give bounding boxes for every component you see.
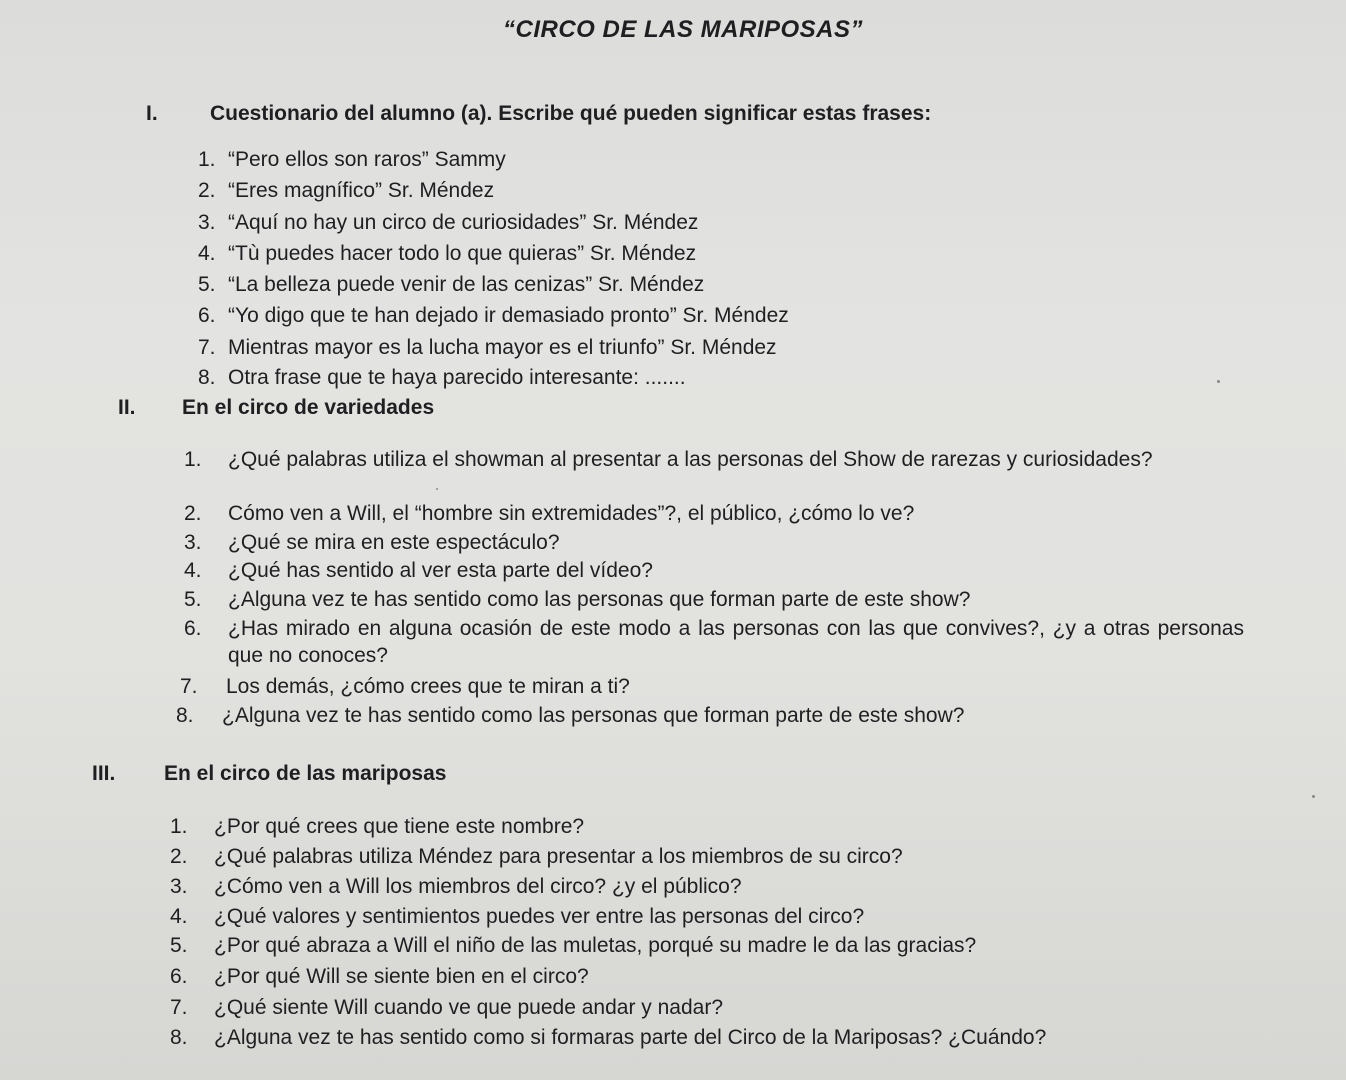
item-number: 1. xyxy=(170,815,188,838)
item-text: ¿Qué palabras utiliza el showman al presentar a las personas del Show de rarezas y curiosidades? xyxy=(228,448,1153,471)
item-text: Los demás, ¿cómo crees que te miran a ti? xyxy=(226,675,630,698)
paper-speck xyxy=(1217,380,1220,383)
section-3-item-4 xyxy=(170,903,864,930)
item-number: 7. xyxy=(170,996,188,1019)
item-text: ¿Alguna vez te has sentido como las personas que forman parte de este show? xyxy=(222,704,965,727)
section-3-item-7 xyxy=(170,994,723,1021)
section-3-title: En el circo de las mariposas xyxy=(164,762,447,785)
section-1-title: Cuestionario del alumno (a). Escribe qué pueden significar estas frases: xyxy=(210,102,932,125)
item-number: 7. xyxy=(198,336,216,359)
item-text: Otra frase que te haya parecido interesante: ....... xyxy=(228,366,686,389)
item-number: 1. xyxy=(184,448,202,471)
section-2-item-3 xyxy=(184,529,560,556)
item-text: ¿Por qué crees que tiene este nombre? xyxy=(214,815,585,838)
item-text: ¿Alguna vez te has sentido como las personas que forman parte de este show? xyxy=(228,588,971,611)
item-number: 5. xyxy=(184,588,202,611)
item-text: “Aquí no hay un circo de curiosidades” Sr. Méndez xyxy=(228,211,699,234)
item-number: 8. xyxy=(176,704,194,727)
item-text: ¿Cómo ven a Will los miembros del circo? ¿y el público? xyxy=(214,875,742,898)
paper-speck xyxy=(1312,795,1315,798)
section-3-numeral: III. xyxy=(92,762,116,785)
section-2-title: En el circo de variedades xyxy=(182,396,435,419)
item-number: 3. xyxy=(198,211,216,234)
item-text: Mientras mayor es la lucha mayor es el triunfo” Sr. Méndez xyxy=(228,336,777,359)
section-1-numeral: I. xyxy=(146,102,158,125)
section-3-item-3 xyxy=(170,873,742,900)
section-2-item-7 xyxy=(180,673,630,700)
section-2-item-8 xyxy=(176,702,964,729)
item-text: ¿Qué has sentido al ver esta parte del vídeo? xyxy=(228,559,653,582)
item-number: 6. xyxy=(184,617,202,640)
section-1-item-3 xyxy=(198,209,698,236)
section-3-item-2 xyxy=(170,843,903,870)
section-1-item-1 xyxy=(198,146,506,173)
section-3-item-6 xyxy=(170,963,589,990)
section-2-numeral: II. xyxy=(118,396,136,419)
item-number: 5. xyxy=(170,934,188,957)
section-1-item-7 xyxy=(198,334,777,361)
section-1-item-6 xyxy=(198,302,789,329)
item-number: 6. xyxy=(170,965,188,988)
item-text: ¿Alguna vez te has sentido como si formaras parte del Circo de la Mariposas? ¿Cuándo? xyxy=(214,1026,1047,1049)
item-number: 4. xyxy=(170,905,188,928)
item-text: ¿Qué palabras utiliza Méndez para presentar a los miembros de su circo? xyxy=(214,845,903,868)
page-title: “CIRCO DE LAS MARIPOSAS” xyxy=(502,16,864,43)
section-2-item-6 xyxy=(184,615,1244,669)
item-text: “Yo digo que te han dejado ir demasiado pronto” Sr. Méndez xyxy=(228,304,789,327)
section-2-heading xyxy=(118,396,434,420)
item-text: ¿Por qué abraza a Will el niño de las muletas, porqué su madre le da las gracias? xyxy=(214,934,977,957)
item-text: “Pero ellos son raros” Sammy xyxy=(228,148,506,171)
section-3-item-5 xyxy=(170,932,976,959)
item-number: 3. xyxy=(184,531,202,554)
section-2-item-5 xyxy=(184,586,970,613)
item-number: 4. xyxy=(198,242,216,265)
section-3-heading xyxy=(92,762,446,786)
item-number: 6. xyxy=(198,304,216,327)
section-3-item-8 xyxy=(170,1024,1046,1051)
item-text: Cómo ven a Will, el “hombre sin extremidades”?, el público, ¿cómo lo ve? xyxy=(228,502,915,525)
item-number: 2. xyxy=(184,502,202,525)
section-2-item-1 xyxy=(184,446,1234,473)
section-1-item-2 xyxy=(198,177,494,204)
item-number: 5. xyxy=(198,273,216,296)
section-3-item-1 xyxy=(170,813,584,840)
item-text: ¿Qué siente Will cuando ve que puede andar y nadar? xyxy=(214,996,723,1019)
section-2-item-2 xyxy=(184,500,914,527)
section-1-item-8 xyxy=(198,364,686,391)
item-text: ¿Por qué Will se siente bien en el circo? xyxy=(214,965,589,988)
item-number: 8. xyxy=(170,1026,188,1049)
item-number: 1. xyxy=(198,148,216,171)
section-2-item-4 xyxy=(184,557,653,584)
item-number: 3. xyxy=(170,875,188,898)
item-text: ¿Has mirado en alguna ocasión de este modo a las personas con las que convives?, ¿y a otras personas que no conoces? xyxy=(228,617,1244,667)
paper-speck xyxy=(436,488,438,490)
item-text: ¿Qué valores y sentimientos puedes ver entre las personas del circo? xyxy=(214,905,865,928)
item-text: ¿Qué se mira en este espectáculo? xyxy=(228,531,560,554)
section-1-item-5 xyxy=(198,271,704,298)
item-text: “La belleza puede venir de las cenizas” Sr. Méndez xyxy=(228,273,705,296)
item-text: “Eres magnífico” Sr. Méndez xyxy=(228,179,495,202)
item-number: 2. xyxy=(170,845,188,868)
item-number: 2. xyxy=(198,179,216,202)
item-text: “Tù puedes hacer todo lo que quieras” Sr. Méndez xyxy=(228,242,697,265)
section-1-heading xyxy=(146,102,931,126)
item-number: 7. xyxy=(180,675,198,698)
item-number: 8. xyxy=(198,366,216,389)
section-1-item-4 xyxy=(198,240,696,267)
item-number: 4. xyxy=(184,559,202,582)
